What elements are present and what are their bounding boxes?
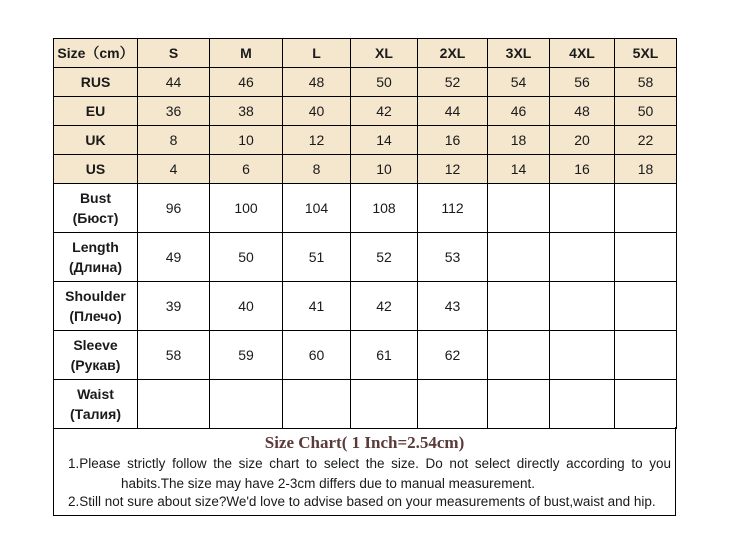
size-system-row-rus (54, 68, 677, 97)
size-cell: 14 (488, 155, 550, 184)
measurement-cell: 39 (138, 282, 210, 331)
size-cell: 18 (615, 155, 677, 184)
measurement-cell: 59 (210, 331, 283, 380)
size-system-row-eu (54, 97, 677, 126)
measurement-cell: 51 (283, 233, 351, 282)
size-notes-box (53, 427, 676, 516)
size-cell: 12 (418, 155, 488, 184)
size-cell: 36 (138, 97, 210, 126)
measurement-cell: 58 (138, 331, 210, 380)
note-line-2: 2.Still not sure about size?We'd love to advise based on your measurements of bust,waist and hip. (68, 494, 656, 509)
size-system-row-us (54, 155, 677, 184)
measurement-cell (550, 380, 615, 429)
measurement-label (54, 233, 138, 282)
size-cell: 40 (283, 97, 351, 126)
size-system-row-uk (54, 126, 677, 155)
size-cell: 42 (351, 97, 418, 126)
size-cell: 52 (418, 68, 488, 97)
label-english: Length (72, 239, 119, 255)
size-chart-title: Size Chart( 1 Inch=2.54cm) (264, 433, 465, 452)
label-russian: (Талия) (70, 406, 121, 422)
row-label: EU (54, 97, 138, 126)
note-line-1-continued: habits.The size may have 2-3cm differs due to manual measurement. (121, 476, 535, 491)
size-cell: 22 (615, 126, 677, 155)
size-cell: 46 (488, 97, 550, 126)
size-header-3xl: 3XL (488, 39, 550, 68)
row-label: US (54, 155, 138, 184)
size-header-4xl: 4XL (550, 39, 615, 68)
measurement-label (54, 380, 138, 429)
measurement-cell: 60 (283, 331, 351, 380)
measurement-cell (283, 380, 351, 429)
label-english: Bust (79, 190, 112, 206)
size-cell: 10 (351, 155, 418, 184)
measurement-cell (418, 380, 488, 429)
measurement-row-shoulder (54, 282, 677, 331)
measurement-cell (615, 184, 677, 233)
size-cell: 50 (615, 97, 677, 126)
size-cell: 12 (283, 126, 351, 155)
size-header-5xl: 5XL (615, 39, 677, 68)
measurement-label (54, 331, 138, 380)
size-cell: 48 (283, 68, 351, 97)
size-cell: 48 (550, 97, 615, 126)
size-cell: 8 (283, 155, 351, 184)
measurement-label (54, 282, 138, 331)
measurement-cell: 104 (283, 184, 351, 233)
size-header-xl: XL (351, 39, 418, 68)
label-english: Waist (77, 386, 114, 402)
measurement-cell (615, 233, 677, 282)
measurement-cell (488, 331, 550, 380)
measurement-row-bust (54, 184, 677, 233)
measurement-cell (615, 380, 677, 429)
measurement-cell: 41 (283, 282, 351, 331)
measurement-cell: 40 (210, 282, 283, 331)
size-header-m: M (210, 39, 283, 68)
row-label: UK (54, 126, 138, 155)
measurement-cell (488, 233, 550, 282)
measurement-cell: 49 (138, 233, 210, 282)
size-cell: 10 (210, 126, 283, 155)
measurement-cell (488, 184, 550, 233)
header-row (54, 39, 677, 68)
size-header-s: S (138, 39, 210, 68)
note-line-1: 1.Please strictly follow the size chart to select the size. Do not select directly according to you (68, 456, 671, 471)
measurement-cell (550, 331, 615, 380)
measurement-cell: 53 (418, 233, 488, 282)
size-unit-header: Size（cm） (54, 39, 138, 68)
size-cell: 38 (210, 97, 283, 126)
measurement-row-sleeve (54, 331, 677, 380)
size-header-2xl: 2XL (418, 39, 488, 68)
size-cell: 56 (550, 68, 615, 97)
size-cell: 58 (615, 68, 677, 97)
measurement-cell (615, 331, 677, 380)
size-cell: 46 (210, 68, 283, 97)
label-english: Sleeve (73, 337, 118, 353)
measurement-cell (138, 380, 210, 429)
size-cell: 44 (138, 68, 210, 97)
label-russian: (Длина) (68, 259, 123, 275)
size-cell: 14 (351, 126, 418, 155)
size-cell: 16 (418, 126, 488, 155)
size-cell: 54 (488, 68, 550, 97)
measurement-cell (550, 184, 615, 233)
size-chart-table (53, 38, 677, 429)
label-russian: (Рукав) (70, 357, 121, 373)
measurement-cell: 108 (351, 184, 418, 233)
measurement-cell (615, 282, 677, 331)
measurement-row-length (54, 233, 677, 282)
size-cell: 20 (550, 126, 615, 155)
size-cell: 8 (138, 126, 210, 155)
measurement-cell: 112 (418, 184, 488, 233)
measurement-cell (550, 233, 615, 282)
measurement-cell (351, 380, 418, 429)
size-cell: 4 (138, 155, 210, 184)
measurement-cell: 96 (138, 184, 210, 233)
size-cell: 18 (488, 126, 550, 155)
measurement-row-waist (54, 380, 677, 429)
measurement-cell: 52 (351, 233, 418, 282)
measurement-cell: 61 (351, 331, 418, 380)
label-english: Shoulder (65, 288, 126, 304)
measurement-cell: 50 (210, 233, 283, 282)
size-cell: 50 (351, 68, 418, 97)
size-cell: 16 (550, 155, 615, 184)
label-russian: (Плечо) (69, 308, 122, 324)
measurement-label (54, 184, 138, 233)
row-label: RUS (54, 68, 138, 97)
size-cell: 44 (418, 97, 488, 126)
size-header-l: L (283, 39, 351, 68)
label-russian: (Бюст) (72, 210, 119, 226)
measurement-cell (550, 282, 615, 331)
measurement-cell: 62 (418, 331, 488, 380)
measurement-cell (210, 380, 283, 429)
measurement-cell (488, 282, 550, 331)
measurement-cell: 43 (418, 282, 488, 331)
measurement-cell: 42 (351, 282, 418, 331)
measurement-cell: 100 (210, 184, 283, 233)
measurement-cell (488, 380, 550, 429)
size-cell: 6 (210, 155, 283, 184)
